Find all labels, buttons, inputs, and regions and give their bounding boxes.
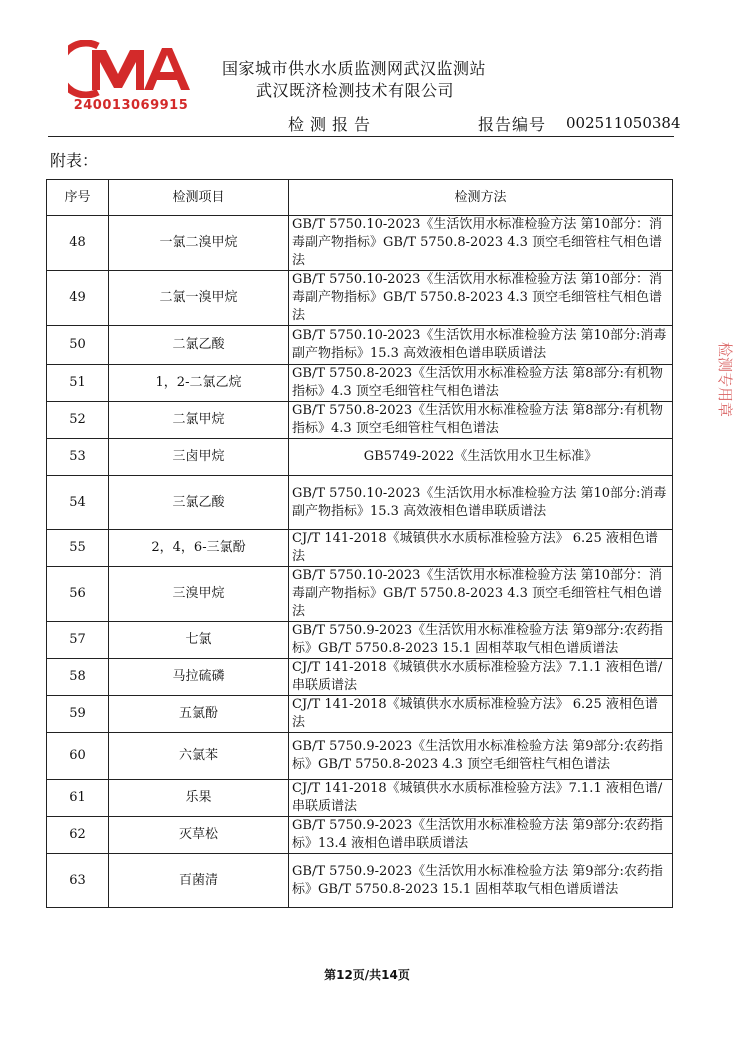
seal-text: 检测专用章 bbox=[716, 342, 734, 418]
table-row bbox=[47, 696, 673, 733]
table-row bbox=[47, 476, 673, 530]
row-item: 一氯二溴甲烷 bbox=[109, 216, 289, 271]
report-number: 002511050384 bbox=[566, 114, 681, 132]
row-item: 百菌清 bbox=[109, 854, 289, 908]
row-number: 51 bbox=[47, 365, 109, 402]
header-item: 检测项目 bbox=[109, 180, 289, 216]
row-item: 马拉硫磷 bbox=[109, 659, 289, 696]
row-method: CJ/T 141-2018《城镇供水水质标准检验方法》 6.25 液相色谱法 bbox=[289, 530, 673, 567]
row-number: 48 bbox=[47, 216, 109, 271]
row-item: 三溴甲烷 bbox=[109, 567, 289, 622]
row-method: CJ/T 141-2018《城镇供水水质标准检验方法》 6.25 液相色谱法 bbox=[289, 696, 673, 733]
table-row bbox=[47, 439, 673, 476]
row-method: GB/T 5750.9-2023《生活饮用水标准检验方法 第9部分:农药指标》GB/T 5750.8-2023 4.3 顶空毛细管柱气相色谱法 bbox=[289, 733, 673, 780]
row-method: GB/T 5750.9-2023《生活饮用水标准检验方法 第9部分:农药指标》GB/T 5750.8-2023 15.1 固相萃取气相色谱质谱法 bbox=[289, 854, 673, 908]
row-method: GB/T 5750.9-2023《生活饮用水标准检验方法 第9部分:农药指标》13.4 液相色谱串联质谱法 bbox=[289, 817, 673, 854]
cma-mark-icon bbox=[68, 40, 192, 98]
row-number: 60 bbox=[47, 733, 109, 780]
row-number: 62 bbox=[47, 817, 109, 854]
cma-code: 240013069915 bbox=[73, 98, 189, 113]
row-item: 三氯乙酸 bbox=[109, 476, 289, 530]
table-row bbox=[47, 622, 673, 659]
row-item: 灭草松 bbox=[109, 817, 289, 854]
report-title: 检测报告 bbox=[288, 115, 377, 134]
row-number: 50 bbox=[47, 326, 109, 365]
table-row bbox=[47, 780, 673, 817]
table-row bbox=[47, 854, 673, 908]
row-item: 二氯甲烷 bbox=[109, 402, 289, 439]
table-row bbox=[47, 817, 673, 854]
table-row bbox=[47, 271, 673, 326]
org-name-line2: 武汉既济检测技术有限公司 bbox=[256, 81, 455, 100]
row-item: 二氯一溴甲烷 bbox=[109, 271, 289, 326]
row-item: 1，2-二氯乙烷 bbox=[109, 365, 289, 402]
methods-table bbox=[46, 179, 673, 908]
row-item: 乐果 bbox=[109, 780, 289, 817]
row-item: 五氯酚 bbox=[109, 696, 289, 733]
row-number: 61 bbox=[47, 780, 109, 817]
row-number: 55 bbox=[47, 530, 109, 567]
header-divider bbox=[48, 136, 674, 137]
row-method: GB/T 5750.10-2023《生活饮用水标准检验方法 第10部分:消毒副产物指标》15.3 高效液相色谱串联质谱法 bbox=[289, 326, 673, 365]
seal-stamp bbox=[704, 338, 734, 468]
page-number: 第12页/共14页 bbox=[324, 968, 410, 982]
table-row bbox=[47, 365, 673, 402]
table-row bbox=[47, 216, 673, 271]
row-method: GB/T 5750.10-2023《生活饮用水标准检验方法 第10部分：消毒副产物指标》GB/T 5750.8-2023 4.3 顶空毛细管柱气相色谱法 bbox=[289, 271, 673, 326]
row-item: 三卤甲烷 bbox=[109, 439, 289, 476]
annex-label: 附表： bbox=[50, 151, 99, 170]
header-method: 检测方法 bbox=[289, 180, 673, 216]
row-number: 49 bbox=[47, 271, 109, 326]
row-item: 二氯乙酸 bbox=[109, 326, 289, 365]
row-method: GB/T 5750.9-2023《生活饮用水标准检验方法 第9部分:农药指标》GB/T 5750.8-2023 15.1 固相萃取气相色谱质谱法 bbox=[289, 622, 673, 659]
row-method: GB/T 5750.10-2023《生活饮用水标准检验方法 第10部分：消毒副产物指标》GB/T 5750.8-2023 4.3 顶空毛细管柱气相色谱法 bbox=[289, 567, 673, 622]
row-item: 2，4，6-三氯酚 bbox=[109, 530, 289, 567]
table-row bbox=[47, 659, 673, 696]
row-number: 63 bbox=[47, 854, 109, 908]
table-row bbox=[47, 567, 673, 622]
row-number: 52 bbox=[47, 402, 109, 439]
row-number: 59 bbox=[47, 696, 109, 733]
row-number: 53 bbox=[47, 439, 109, 476]
table-row bbox=[47, 733, 673, 780]
cma-logo bbox=[68, 40, 192, 116]
row-method: CJ/T 141-2018《城镇供水水质标准检验方法》7.1.1 液相色谱/串联质谱法 bbox=[289, 659, 673, 696]
org-name-line1: 国家城市供水水质监测网武汉监测站 bbox=[222, 59, 487, 78]
report-number-label: 报告编号 bbox=[478, 115, 547, 134]
row-item: 六氯苯 bbox=[109, 733, 289, 780]
row-method: GB/T 5750.8-2023《生活饮用水标准检验方法 第8部分:有机物指标》4.3 顶空毛细管柱气相色谱法 bbox=[289, 365, 673, 402]
table-row bbox=[47, 402, 673, 439]
row-item: 七氯 bbox=[109, 622, 289, 659]
row-method: GB/T 5750.8-2023《生活饮用水标准检验方法 第8部分:有机物指标》4.3 顶空毛细管柱气相色谱法 bbox=[289, 402, 673, 439]
table-row bbox=[47, 530, 673, 567]
row-method: CJ/T 141-2018《城镇供水水质标准检验方法》7.1.1 液相色谱/串联质谱法 bbox=[289, 780, 673, 817]
row-method: GB5749-2022《生活饮用水卫生标准》 bbox=[289, 439, 673, 476]
table-row bbox=[47, 326, 673, 365]
table-header-row bbox=[47, 180, 673, 216]
row-number: 58 bbox=[47, 659, 109, 696]
header-no: 序号 bbox=[47, 180, 109, 216]
row-number: 54 bbox=[47, 476, 109, 530]
row-method: GB/T 5750.10-2023《生活饮用水标准检验方法 第10部分:消毒副产物指标》15.3 高效液相色谱串联质谱法 bbox=[289, 476, 673, 530]
row-number: 56 bbox=[47, 567, 109, 622]
row-method: GB/T 5750.10-2023《生活饮用水标准检验方法 第10部分：消毒副产物指标》GB/T 5750.8-2023 4.3 顶空毛细管柱气相色谱法 bbox=[289, 216, 673, 271]
row-number: 57 bbox=[47, 622, 109, 659]
